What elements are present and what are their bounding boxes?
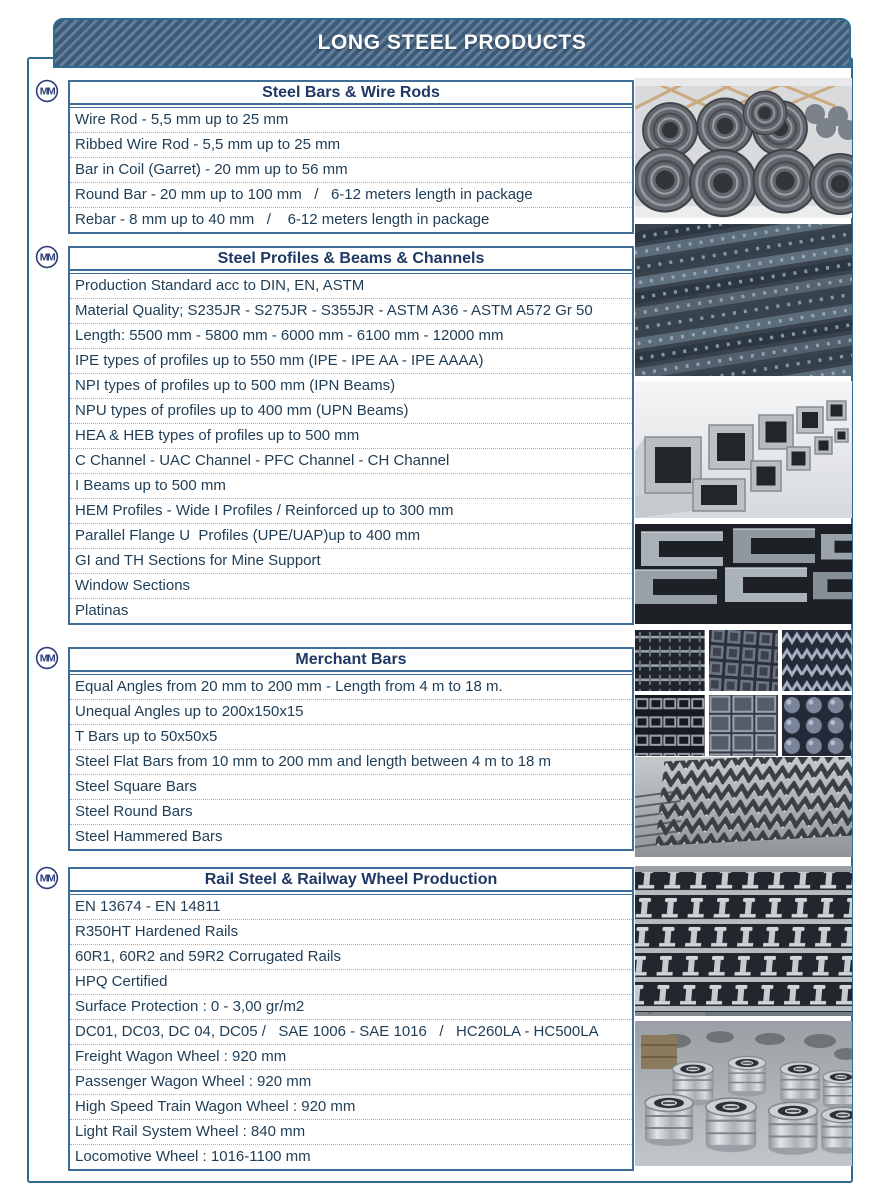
photo-angle-bars-stack <box>635 757 852 857</box>
table-row: Steel Square Bars <box>70 774 632 799</box>
table-row: Platinas <box>70 598 632 623</box>
photo-railway-wheels <box>635 1021 852 1166</box>
table-row: Equal Angles from 20 mm to 200 mm - Length from 4 m to 18 m. <box>75 678 503 695</box>
table-row: Ribbed Wire Rod - 5,5 mm up to 25 mm <box>70 132 632 157</box>
svg-text:MM: MM <box>39 872 55 885</box>
table-row: Parallel Flange U Profiles (UPE/UAP)up to 400 mm <box>70 523 632 548</box>
photo-grid-merchant-products <box>635 630 852 756</box>
table-row: GI and TH Sections for Mine Support <box>70 548 632 573</box>
photo-channel-profiles <box>635 524 852 624</box>
section-title: Merchant Bars <box>70 649 632 672</box>
table-row: HEM Profiles - Wide I Profiles / Reinforced up to 300 mm <box>70 498 632 523</box>
table-row: IPE types of profiles up to 550 mm (IPE - IPE AA - IPE AAAA) <box>70 348 632 373</box>
table-row: NPU types of profiles up to 400 mm (UPN Beams) <box>70 398 632 423</box>
title-banner <box>53 18 851 68</box>
section-title: Rail Steel & Railway Wheel Production <box>70 869 632 892</box>
table-row: DC01, DC03, DC 04, DC05 / SAE 1006 - SAE 1016 / HC260LA - HC500LA <box>70 1019 632 1044</box>
company-logo-icon <box>35 866 59 890</box>
section-rail-steel-railway-wheel <box>68 867 634 1171</box>
table-row: Length: 5500 mm - 5800 mm - 6000 mm - 6100 mm - 12000 mm <box>70 323 632 348</box>
company-logo-icon <box>35 245 59 269</box>
company-logo-icon <box>35 79 59 103</box>
table-row: Production Standard acc to DIN, EN, ASTM <box>75 277 365 294</box>
table-row: R350HT Hardened Rails <box>70 919 632 944</box>
table-row: Freight Wagon Wheel : 920 mm <box>70 1044 632 1069</box>
table-row: Wire Rod - 5,5 mm up to 25 mm <box>75 111 289 128</box>
section-rows <box>70 107 632 232</box>
table-row: C Channel - UAC Channel - PFC Channel - CH Channel <box>70 448 632 473</box>
table-row: I Beams up to 500 mm <box>70 473 632 498</box>
table-row: Material Quality; S235JR - S275JR - S355JR - ASTM A36 - ASTM A572 Gr 50 <box>70 298 632 323</box>
photo-channel-bundles <box>635 695 705 756</box>
table-row: Unequal Angles up to 200x150x15 <box>70 699 632 724</box>
company-logo-icon <box>35 646 59 670</box>
table-row: Bar in Coil (Garret) - 20 mm up to 56 mm <box>70 157 632 182</box>
table-row: Round Bar - 20 mm up to 100 mm / 6-12 meters length in package <box>70 182 632 207</box>
section-title: Steel Profiles & Beams & Channels <box>70 248 632 271</box>
table-row: Light Rail System Wheel : 840 mm <box>70 1119 632 1144</box>
photo-rebar-bundle <box>635 224 852 376</box>
table-row: T Bars up to 50x50x5 <box>70 724 632 749</box>
section-merchant-bars <box>68 647 634 851</box>
section-steel-bars-wire-rods <box>68 80 634 234</box>
table-row: EN 13674 - EN 14811 <box>75 898 221 915</box>
table-row: Surface Protection : 0 - 3,00 gr/m2 <box>70 994 632 1019</box>
table-row: Steel Hammered Bars <box>70 824 632 849</box>
photo-square-bar-ends <box>709 630 779 691</box>
photo-square-bars-closeup <box>709 695 779 756</box>
table-row: Locomotive Wheel : 1016-1100 mm <box>70 1144 632 1169</box>
photo-i-beam-sections <box>635 630 705 691</box>
section-title: Steel Bars & Wire Rods <box>70 82 632 105</box>
section-rows <box>70 674 632 849</box>
page-title: LONG STEEL PRODUCTS <box>317 31 587 54</box>
section-steel-profiles-beams-channels <box>68 246 634 625</box>
table-row: HPQ Certified <box>70 969 632 994</box>
section-rows <box>70 894 632 1169</box>
photo-rails-stack <box>635 866 852 1016</box>
table-row: Passenger Wagon Wheel : 920 mm <box>70 1069 632 1094</box>
photo-wire-rod-coils <box>635 78 852 218</box>
svg-text:MM: MM <box>39 85 55 98</box>
table-row: Steel Round Bars <box>70 799 632 824</box>
table-row: Window Sections <box>70 573 632 598</box>
section-rows <box>70 273 632 623</box>
table-row: 60R1, 60R2 and 59R2 Corrugated Rails <box>70 944 632 969</box>
svg-text:MM: MM <box>39 251 55 264</box>
table-row: HEA & HEB types of profiles up to 500 mm <box>70 423 632 448</box>
photo-square-tubes <box>635 381 852 518</box>
svg-text:MM: MM <box>39 652 55 665</box>
table-row: Rebar - 8 mm up to 40 mm / 6-12 meters length in package <box>70 207 632 232</box>
table-row: Steel Flat Bars from 10 mm to 200 mm and length between 4 m to 18 m <box>70 749 632 774</box>
photo-round-bars <box>782 695 852 756</box>
table-row: NPI types of profiles up to 500 mm (IPN Beams) <box>70 373 632 398</box>
table-row: High Speed Train Wagon Wheel : 920 mm <box>70 1094 632 1119</box>
photo-angle-profiles-zigzag <box>782 630 852 691</box>
